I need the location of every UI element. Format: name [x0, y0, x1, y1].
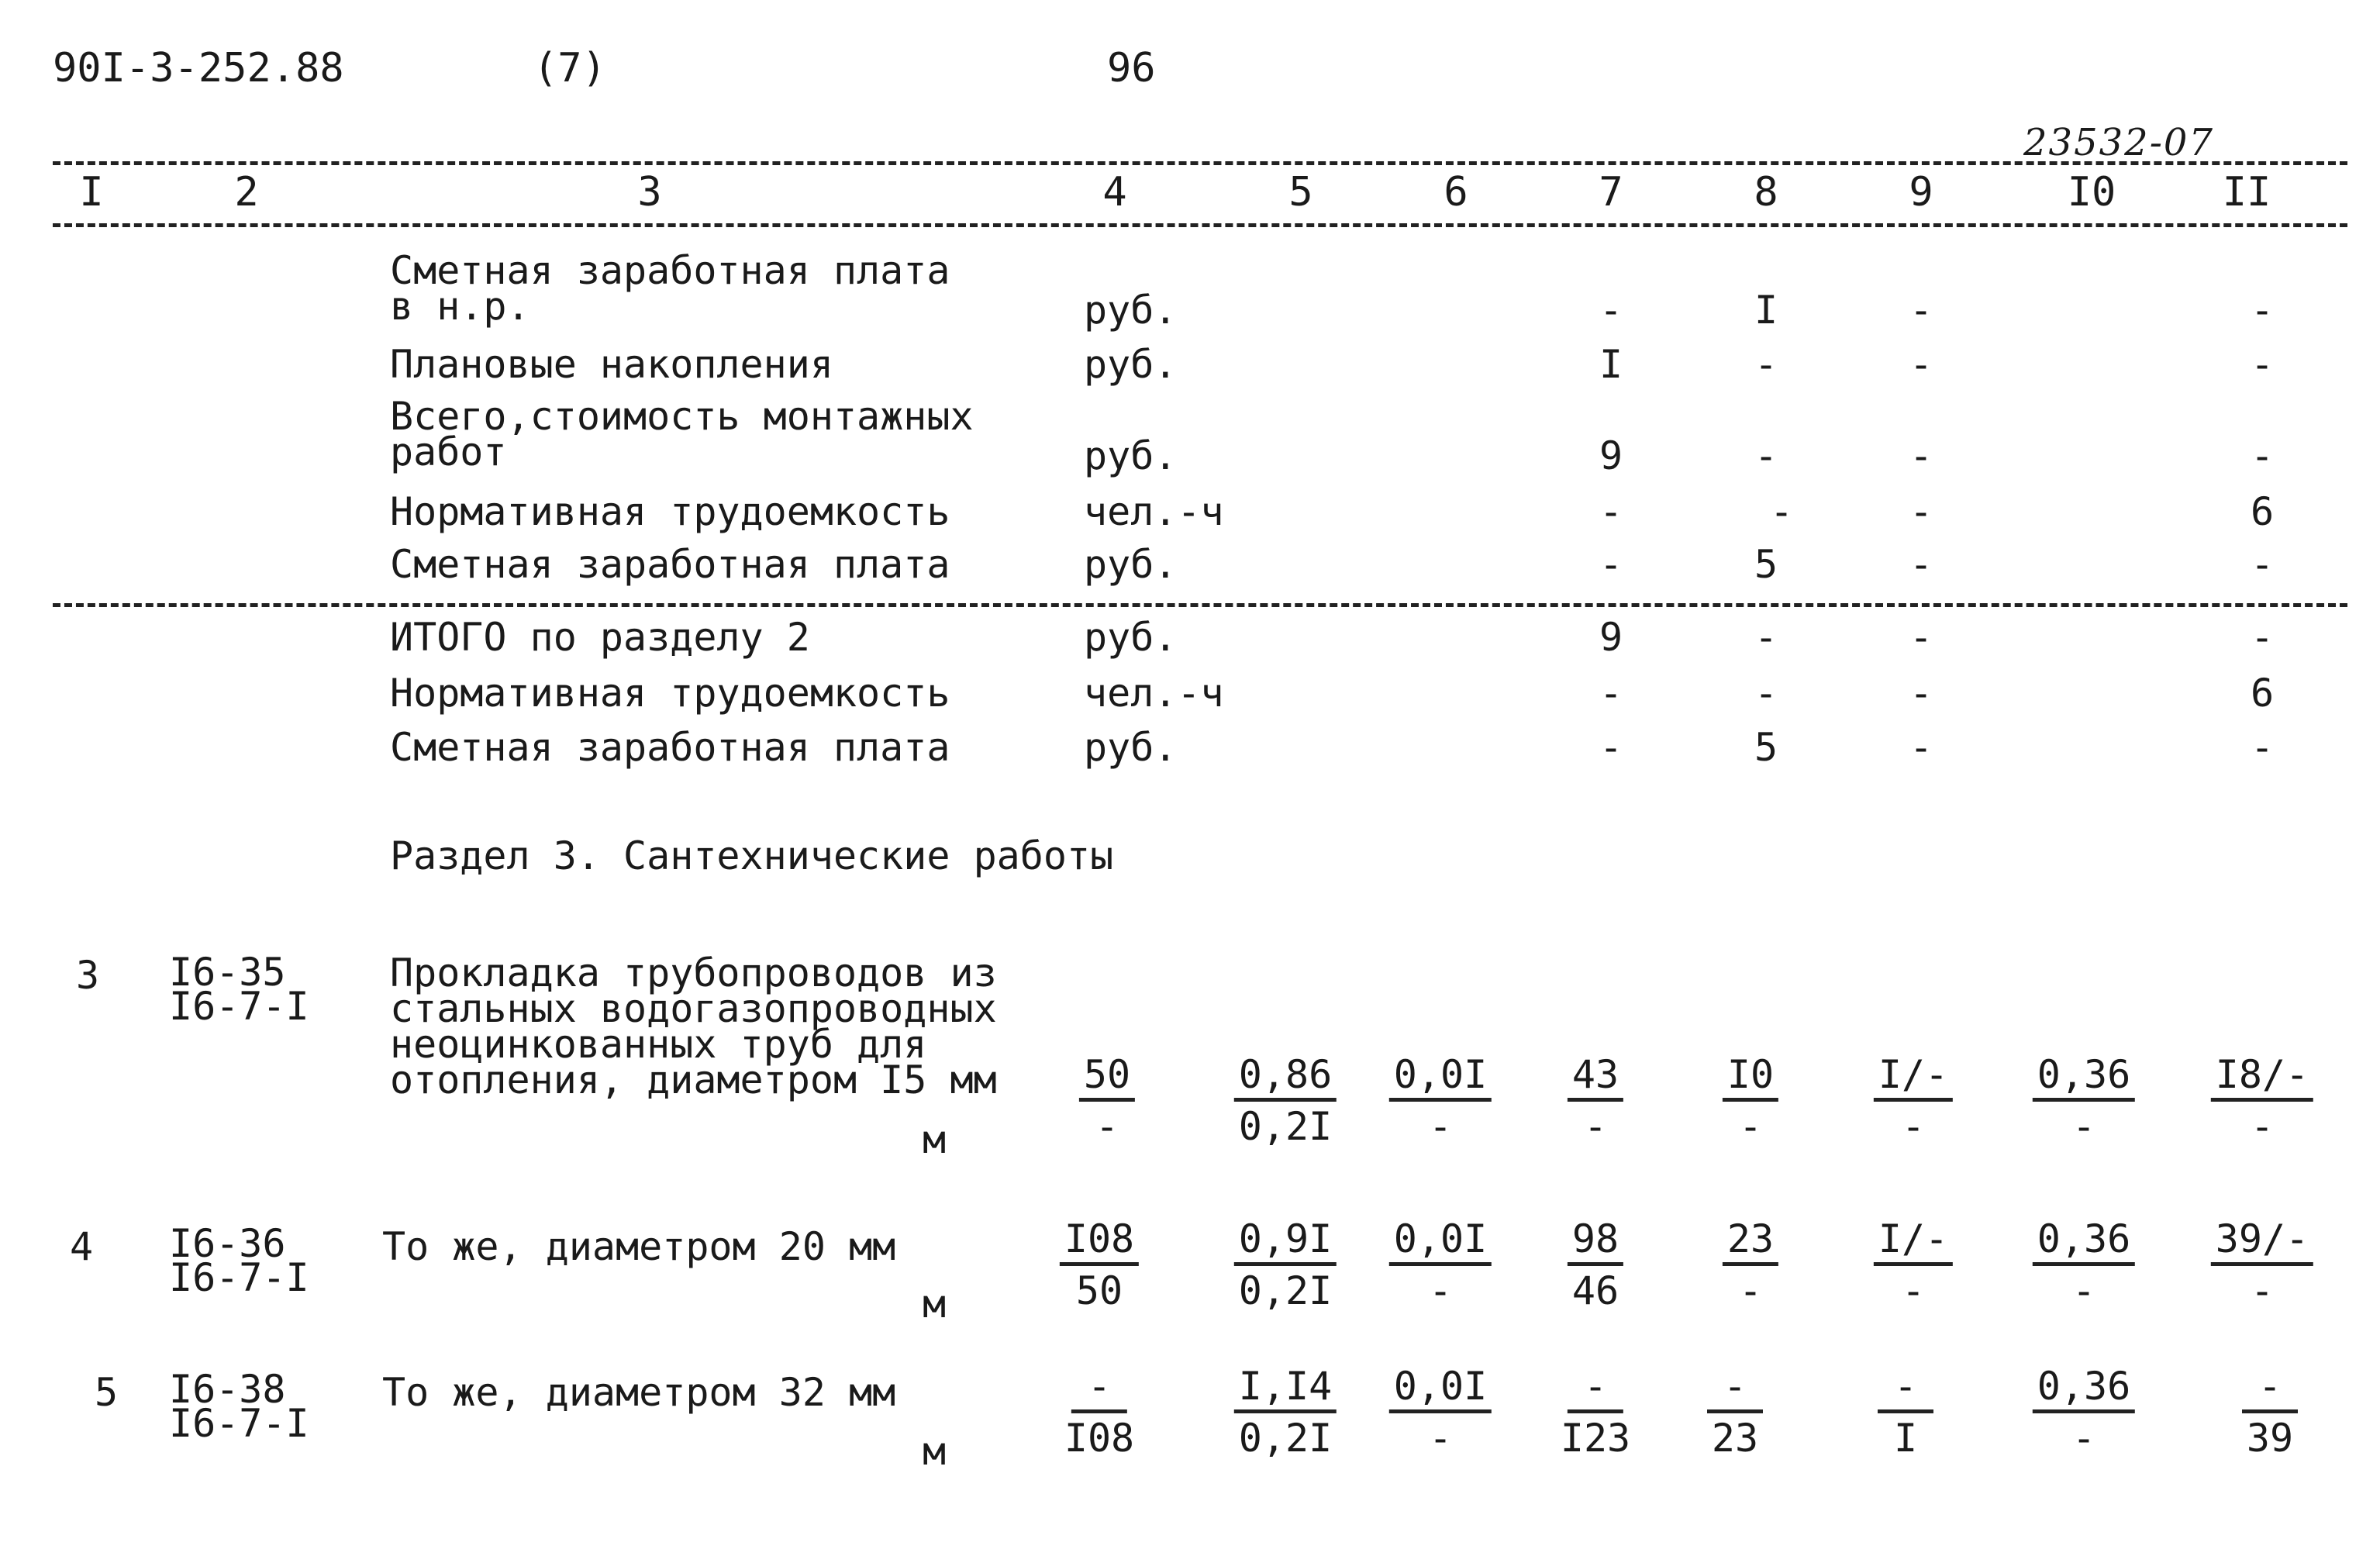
c8-bottom: 23 — [1711, 1416, 1759, 1461]
item-c11 — [2211, 1216, 2313, 1313]
item-c6 — [1389, 1054, 1492, 1147]
row-name: Всего,стоимость монтажных работ — [390, 394, 974, 474]
total-c11: 6 — [2250, 671, 2275, 716]
cell-c9: - — [1909, 288, 1933, 333]
total-c9: - — [1909, 671, 1933, 716]
item-name: Прокладка трубопроводов из стальных водогазопроводных неоцинкованных труб для отопления, диаметром I5 мм — [390, 951, 997, 1102]
c11-bottom: 39 — [2246, 1416, 2294, 1461]
c9-bottom: - — [1901, 1104, 1926, 1149]
total-c11: - — [2250, 615, 2275, 660]
cell-c11: - — [2250, 342, 2275, 387]
col-header-6: 6 — [1444, 169, 1468, 216]
header-top-rule — [53, 161, 2347, 165]
section-title: Раздел 3. Сантехнические работы — [390, 833, 1114, 878]
c4-top: I08 — [1060, 1219, 1139, 1266]
cell-c9: - — [1909, 433, 1933, 478]
c9-top: I/- — [1874, 1219, 1953, 1266]
c10-bottom: - — [2071, 1416, 2096, 1461]
c6-top: 0,0I — [1389, 1366, 1492, 1413]
cell-c9: - — [1909, 342, 1933, 387]
c11-top: 39/- — [2211, 1219, 2313, 1266]
c5-bottom: 0,2I — [1238, 1416, 1333, 1461]
item-c8 — [1723, 1054, 1778, 1147]
cell-c8: - — [1754, 433, 1778, 478]
c5-top: 0,86 — [1234, 1054, 1337, 1102]
item-c5 — [1234, 1216, 1337, 1313]
cell-c11: 6 — [2250, 489, 2275, 534]
c9-bottom: - — [1901, 1268, 1926, 1313]
cell-c8: I — [1754, 288, 1778, 333]
item-number: 3 — [76, 953, 100, 998]
row-unit: руб. — [1084, 542, 1178, 587]
total-unit: руб. — [1084, 725, 1178, 770]
row-name: Нормативная трудоемкость — [390, 489, 950, 534]
item-unit: м — [923, 1429, 947, 1474]
total-unit: руб. — [1084, 615, 1178, 660]
total-c7: 9 — [1599, 615, 1623, 660]
col-header-11: II — [2222, 169, 2271, 216]
c5-top: 0,9I — [1234, 1219, 1337, 1266]
item-name: То же, диаметром 20 мм — [382, 1224, 896, 1269]
cell-c9: - — [1909, 489, 1933, 534]
total-c7: - — [1599, 671, 1623, 716]
c9-bottom: I — [1893, 1416, 1918, 1461]
c6-bottom: - — [1428, 1104, 1453, 1149]
c11-top: - — [2242, 1366, 2298, 1413]
item-c6 — [1389, 1216, 1492, 1313]
col-header-8: 8 — [1754, 169, 1778, 216]
header-bottom-rule — [53, 223, 2347, 227]
cell-c9: - — [1909, 542, 1933, 587]
c4-bottom: I08 — [1064, 1416, 1135, 1461]
c10-bottom: - — [2071, 1268, 2096, 1313]
item-c5 — [1234, 1054, 1337, 1147]
c9-top: I/- — [1874, 1054, 1953, 1102]
c4-top: 50 — [1079, 1054, 1135, 1102]
row-name: Сметная заработная плата в н.р. — [390, 248, 950, 329]
c7-bottom: 46 — [1571, 1268, 1619, 1313]
c7-top: - — [1568, 1366, 1623, 1413]
item-c9 — [1874, 1054, 1953, 1147]
item-c10 — [2033, 1364, 2135, 1461]
c10-top: 0,36 — [2033, 1219, 2135, 1266]
total-c9: - — [1909, 725, 1933, 770]
cell-c11: - — [2250, 433, 2275, 478]
c10-top: 0,36 — [2033, 1366, 2135, 1413]
item-number: 4 — [70, 1224, 94, 1269]
c6-bottom: - — [1428, 1416, 1453, 1461]
cell-c11: - — [2250, 288, 2275, 333]
c8-bottom: - — [1738, 1268, 1763, 1313]
col-header-3: 3 — [637, 169, 662, 216]
item-c4 — [1060, 1216, 1139, 1313]
cell-c7: - — [1599, 542, 1623, 587]
c6-top: 0,0I — [1389, 1054, 1492, 1102]
row-unit: руб. — [1084, 433, 1178, 478]
col-header-1: I — [79, 169, 104, 216]
total-c8: - — [1754, 671, 1778, 716]
c10-bottom: - — [2071, 1104, 2096, 1149]
item-c4 — [1064, 1364, 1135, 1461]
c8-top: - — [1707, 1366, 1763, 1413]
c11-bottom: - — [2250, 1268, 2275, 1313]
row-unit: руб. — [1084, 288, 1178, 333]
total-unit: чел.-ч — [1084, 671, 1224, 716]
col-header-10: I0 — [2067, 169, 2116, 216]
c7-top: 43 — [1568, 1054, 1623, 1102]
total-c11: - — [2250, 725, 2275, 770]
c6-top: 0,0I — [1389, 1219, 1492, 1266]
item-code: I6-35 I6-7-I — [169, 950, 309, 1029]
c7-top: 98 — [1568, 1219, 1623, 1266]
handwritten-stamp: 23532-07 — [2023, 121, 2214, 164]
item-c11 — [2242, 1364, 2298, 1461]
c9-top: - — [1878, 1366, 1933, 1413]
cell-c7: I — [1599, 342, 1623, 387]
item-c6 — [1389, 1364, 1492, 1461]
sheet-number: (7) — [533, 45, 606, 91]
item-c11 — [2211, 1054, 2313, 1147]
cell-c7: - — [1599, 489, 1623, 534]
cell-c8: - — [1769, 489, 1794, 534]
cell-c11: - — [2250, 542, 2275, 587]
item-code: I6-38 I6-7-I — [169, 1367, 309, 1446]
total-c9: - — [1909, 615, 1933, 660]
page-number: 96 — [1107, 45, 1156, 91]
row-name: Сметная заработная плата — [390, 542, 950, 587]
c6-bottom: - — [1428, 1268, 1453, 1313]
c4-top: - — [1071, 1366, 1127, 1413]
item-c7 — [1568, 1216, 1623, 1313]
c10-top: 0,36 — [2033, 1054, 2135, 1102]
c11-bottom: - — [2250, 1104, 2275, 1149]
item-unit: м — [923, 1282, 947, 1327]
c4-bottom: 50 — [1075, 1268, 1123, 1313]
total-name: Нормативная трудоемкость — [390, 671, 950, 716]
cell-c7: - — [1599, 288, 1623, 333]
c11-top: I8/- — [2211, 1054, 2313, 1102]
item-c10 — [2033, 1216, 2135, 1313]
c8-top: I0 — [1723, 1054, 1778, 1102]
item-c4 — [1079, 1054, 1135, 1147]
cell-c8: - — [1754, 342, 1778, 387]
c4-bottom: - — [1095, 1104, 1119, 1149]
item-c5 — [1234, 1364, 1337, 1461]
doc-code: 90I-3-252.88 — [53, 45, 344, 91]
item-unit: м — [923, 1117, 947, 1162]
item-c9 — [1874, 1216, 1953, 1313]
item-number: 5 — [95, 1370, 119, 1415]
item-c7 — [1568, 1054, 1623, 1147]
c8-bottom: - — [1738, 1104, 1763, 1149]
total-name: ИТОГО по разделу 2 — [390, 615, 810, 660]
item-c8 — [1723, 1216, 1778, 1313]
c5-bottom: 0,2I — [1238, 1104, 1333, 1149]
item-name: То же, диаметром 32 мм — [382, 1370, 896, 1415]
c5-top: I,I4 — [1234, 1366, 1337, 1413]
col-header-7: 7 — [1599, 169, 1623, 216]
col-header-4: 4 — [1102, 169, 1127, 216]
cell-c7: 9 — [1599, 433, 1623, 478]
row-unit: руб. — [1084, 342, 1178, 387]
total-c7: - — [1599, 725, 1623, 770]
total-c8: 5 — [1754, 725, 1778, 770]
totals-rule — [53, 603, 2347, 607]
col-header-9: 9 — [1909, 169, 1933, 216]
item-code: I6-36 I6-7-I — [169, 1221, 309, 1300]
c7-bottom: - — [1583, 1104, 1608, 1149]
total-name: Сметная заработная плата — [390, 725, 950, 770]
col-header-5: 5 — [1288, 169, 1313, 216]
item-c10 — [2033, 1054, 2135, 1147]
item-c8 — [1707, 1364, 1763, 1461]
row-unit: чел.-ч — [1084, 489, 1224, 534]
col-header-2: 2 — [234, 169, 259, 216]
total-c8: - — [1754, 615, 1778, 660]
item-c9 — [1878, 1364, 1933, 1461]
c7-bottom: I23 — [1560, 1416, 1631, 1461]
c8-top: 23 — [1723, 1219, 1778, 1266]
cell-c8: 5 — [1754, 542, 1778, 587]
row-name: Плановые накопления — [390, 342, 833, 387]
item-c7 — [1560, 1364, 1631, 1461]
c5-bottom: 0,2I — [1238, 1268, 1333, 1313]
